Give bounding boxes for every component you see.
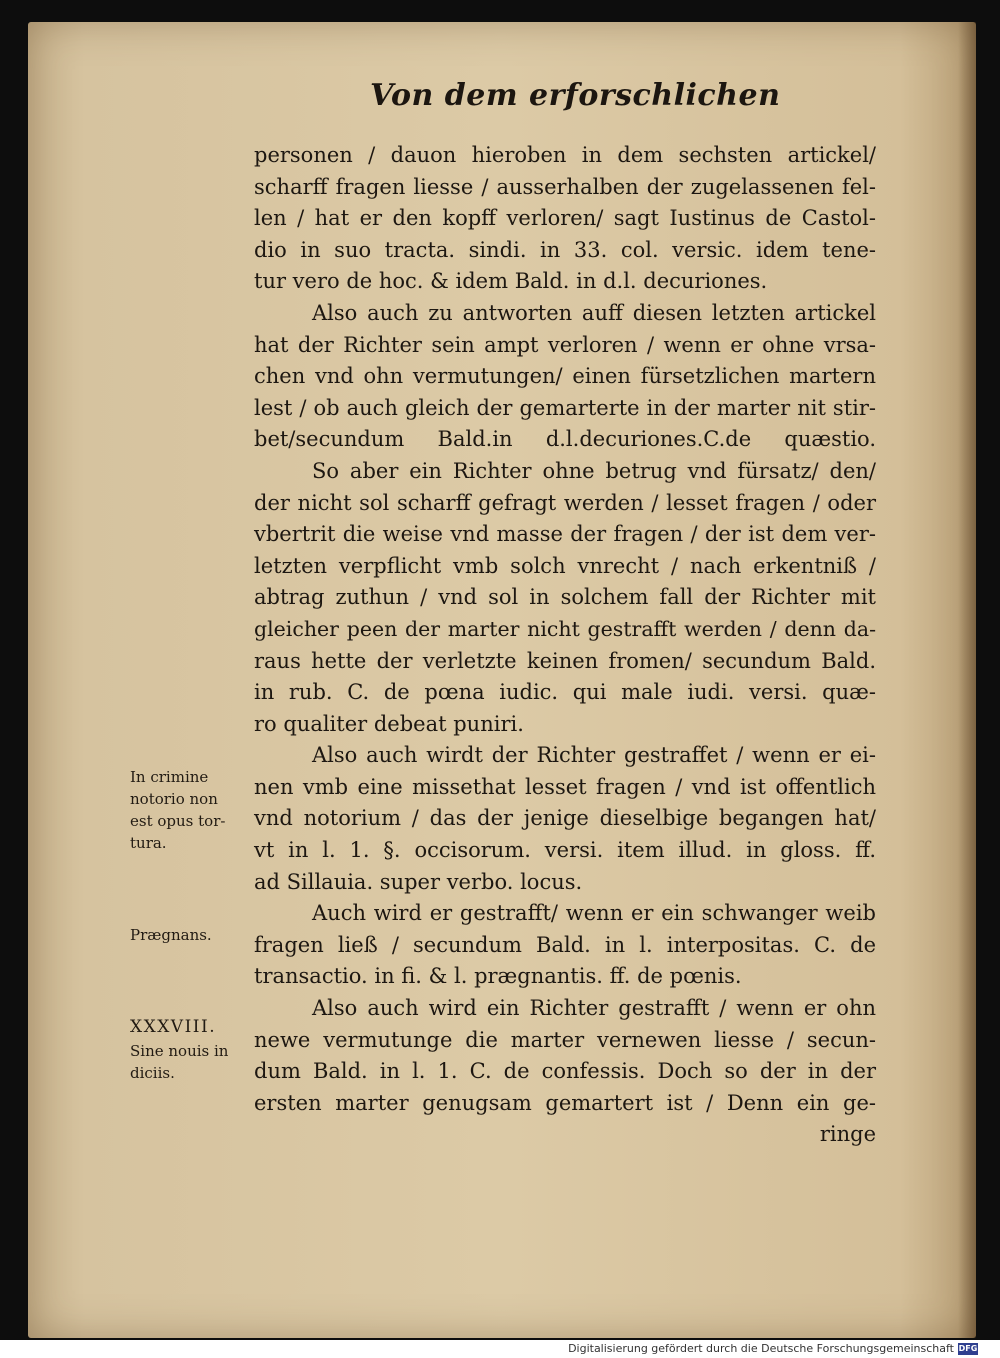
- text-line: Also auch zu antworten auff diesen letzten artickel: [312, 300, 876, 325]
- text-line: fragen ließ / secundum Bald. in l. interpositas. C. de: [254, 932, 876, 957]
- text-line: der nicht sol scharff gefragt werden / lesset fragen / oder: [254, 490, 876, 515]
- text-line: vnd notorium / das der jenige dieselbige begangen hat/: [254, 806, 876, 831]
- margin-note-line: diciis.: [130, 1064, 175, 1082]
- text-line: abtrag zuthun / vnd sol in solchem fall der Richter mit: [254, 585, 876, 610]
- funding-credit: Digitalisierung gefördert durch die Deutsche Forschungsgemeinschaft: [568, 1342, 954, 1355]
- text-line: bet/secundum Bald.in d.l.decuriones.C.de quæstio.: [254, 427, 876, 452]
- margin-note-line: Sine nouis in: [130, 1042, 229, 1060]
- footer-bar: [0, 1340, 1000, 1358]
- text-line: tur vero de hoc. & idem Bald. in d.l. decuriones.: [254, 269, 768, 294]
- text-line: So aber ein Richter ohne betrug vnd fürsatz/ den/: [312, 458, 876, 483]
- article-numeral: XXXVIII.: [130, 1017, 217, 1037]
- margin-note-line: notorio non: [130, 790, 218, 808]
- text-line: Auch wird er gestrafft/ wenn er ein schwanger weib: [312, 901, 876, 926]
- text-line: vt in l. 1. §. occisorum. versi. item illud. in gloss. ff.: [254, 838, 876, 863]
- text-line: ro qualiter debeat puniri.: [254, 711, 524, 736]
- text-line: vbertrit die weise vnd masse der fragen / der ist dem ver-: [254, 522, 876, 547]
- margin-note-line: Prægnans.: [130, 926, 212, 944]
- dfg-logo: DFG: [958, 1344, 978, 1353]
- text-line: raus hette der verletzte keinen fromen/ secundum Bald.: [254, 648, 876, 673]
- margin-note-praegnans: [130, 924, 250, 946]
- margin-note-article-38: [130, 1014, 250, 1084]
- text-line: Also auch wirdt der Richter gestraffet / wenn er ei-: [312, 743, 876, 768]
- margin-note-line: est opus tor-: [130, 812, 226, 830]
- text-line: dio in suo tracta. sindi. in 33. col. versic. idem tene-: [254, 237, 876, 262]
- text-line: scharff fragen liesse / ausserhalben der zugelassenen fel-: [254, 174, 876, 199]
- text-line: len / hat er den kopff verloren/ sagt Iustinus de Castol-: [254, 206, 876, 231]
- text-line: personen / dauon hieroben in dem sechsten artickel/: [254, 143, 876, 167]
- text-line: ad Sillauia. super verbo. locus.: [254, 869, 583, 894]
- margin-note-line: In crimine: [130, 768, 209, 786]
- text-line: dum Bald. in l. 1. C. de confessis. Doch so der in der: [254, 1059, 876, 1084]
- text-line: chen vnd ohn vermutungen/ einen fürsetzlichen martern: [254, 364, 876, 389]
- text-line: ringe: [819, 1122, 876, 1147]
- text-line: nen vmb eine missethat lesset fragen / vnd ist offentlich: [254, 774, 876, 799]
- text-line: hat der Richter sein ampt verloren / wenn er ohne vrsa-: [254, 332, 876, 357]
- text-line: in rub. C. de pœna iudic. qui male iudi. versi. quæ-: [254, 680, 876, 705]
- text-line: letzten verpflicht vmb solch vnrecht / nach erkentniß /: [254, 553, 876, 578]
- page-edge-shadow: [958, 22, 976, 1338]
- body-text: [254, 140, 876, 1151]
- text-line: gleicher peen der marter nicht gestrafft werden / denn da-: [254, 616, 876, 641]
- text-line: ersten marter genugsam gemartert ist / Denn ein ge-: [254, 1090, 876, 1115]
- margin-note-line: tura.: [130, 834, 167, 852]
- text-line: lest / ob auch gleich der gemarterte in der marter nit stir-: [254, 395, 876, 420]
- text-line: transactio. in fi. & l. prægnantis. ff. de pœnis.: [254, 964, 742, 989]
- margin-note-notorio: [130, 766, 250, 854]
- text-line: Also auch wird ein Richter gestrafft / wenn er ohn: [312, 996, 876, 1021]
- running-head: Von dem erforschlichen: [370, 78, 781, 113]
- text-line: newe vermutunge die marter vernewen liesse / secun-: [254, 1027, 876, 1052]
